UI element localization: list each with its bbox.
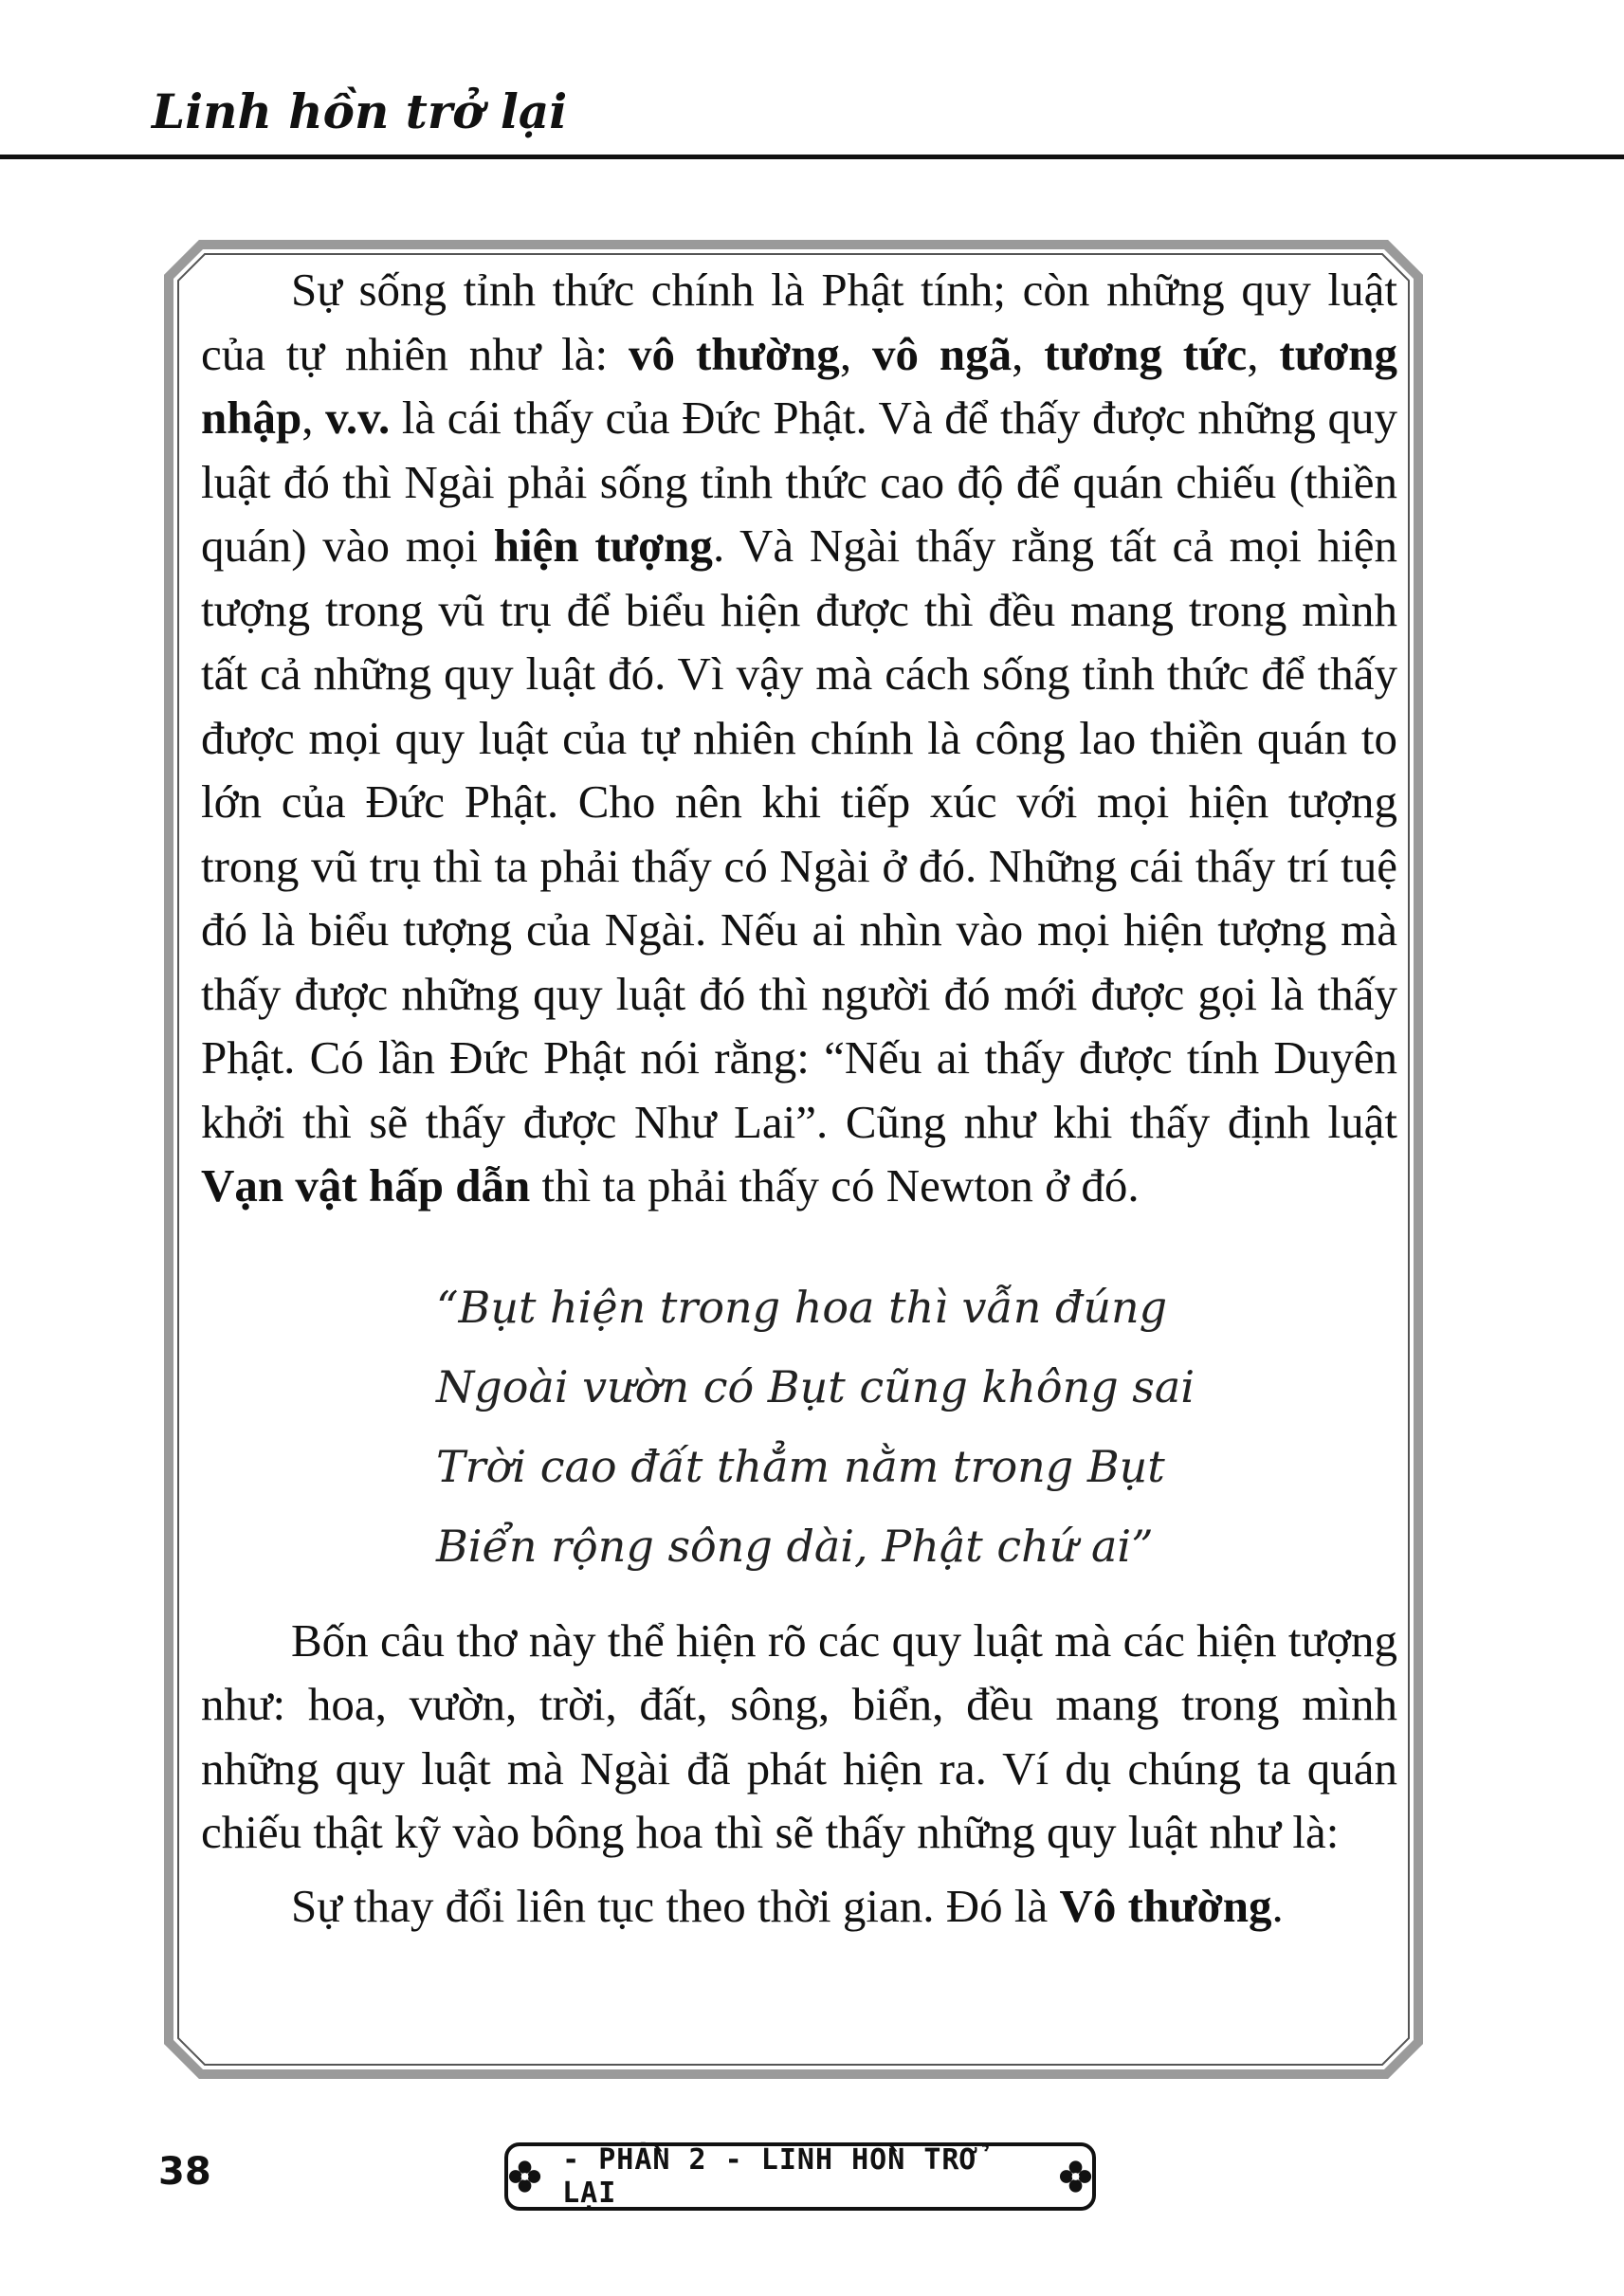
- poem-line: Trời cao đất thẳm nằm trong Bụt: [436, 1440, 1165, 1492]
- main-text-block: [201, 258, 1397, 1938]
- header-rule: [0, 155, 1624, 159]
- flower-icon: [508, 2159, 541, 2194]
- running-head-title: Linh hồn trở lại: [152, 83, 568, 139]
- poem-line: Ngoài vườn có Bụt cũng không sai: [436, 1360, 1195, 1412]
- section-label: - PHẦN 2 - LINH HỒN TRỞ LẠI: [562, 2143, 978, 2210]
- paragraph-3: Sự thay đổi liên tục theo thời gian. Đó là Vô thường.: [291, 1879, 1284, 1932]
- paragraph-2: Bốn câu thơ này thể hiện rõ các quy luật mà các hiện tượng như: hoa, vườn, trời, đất, sông, biển, đều mang trong mình những quy luật mà Ngài đã phát hiện ra. Ví dụ chúng ta quán chiếu thật kỹ vào bông hoa thì sẽ thấy những quy luật như là:: [201, 1613, 1397, 1858]
- flower-icon: [1059, 2159, 1092, 2194]
- paragraph-1: Sự sống tỉnh thức chính là Phật tính; còn những quy luật của tự nhiên như là: vô thường, vô ngã, tương tức, tương nhập, v.v. là cái thấy của Đức Phật. Và để thấy được những quy luật đó thì Ngài phải sống tỉnh thức cao độ để quán chiếu (thiền quán) vào mọi hiện tượng. Và Ngài thấy rằng tất cả mọi hiện tượng trong vũ trụ để biểu hiện được thì đều mang trong mình tất cả những quy luật đó. Vì vậy mà cách sống tỉnh thức để thấy được mọi quy luật của tự nhiên chính là công lao thiền quán to lớn của Đức Phật. Cho nên khi tiếp xúc với mọi hiện tượng trong vũ trụ thì ta phải thấy có Ngài ở đó. Những cái thấy trí tuệ đó là biểu tượng của Ngài. Nếu ai nhìn vào mọi hiện tượng mà thấy được những quy luật đó thì người đó mới được gọi là thấy Phật. Có lần Đức Phật nói rằng: “Nếu ai thấy được tính Duyên khởi thì sẽ thấy được Như Lai”. Cũng như khi thấy định luật Vạn vật hấp dẫn thì ta phải thấy có Newton ở đó.: [201, 264, 1398, 1212]
- poem-line: “Bụt hiện trong hoa thì vẫn đúng: [436, 1281, 1168, 1333]
- section-footer-tag: [504, 2142, 1096, 2211]
- page-number: 38: [158, 2150, 211, 2194]
- poem-line: Biển rộng sông dài, Phật chứ ai”: [436, 1520, 1154, 1572]
- poem-block: [436, 1267, 1397, 1586]
